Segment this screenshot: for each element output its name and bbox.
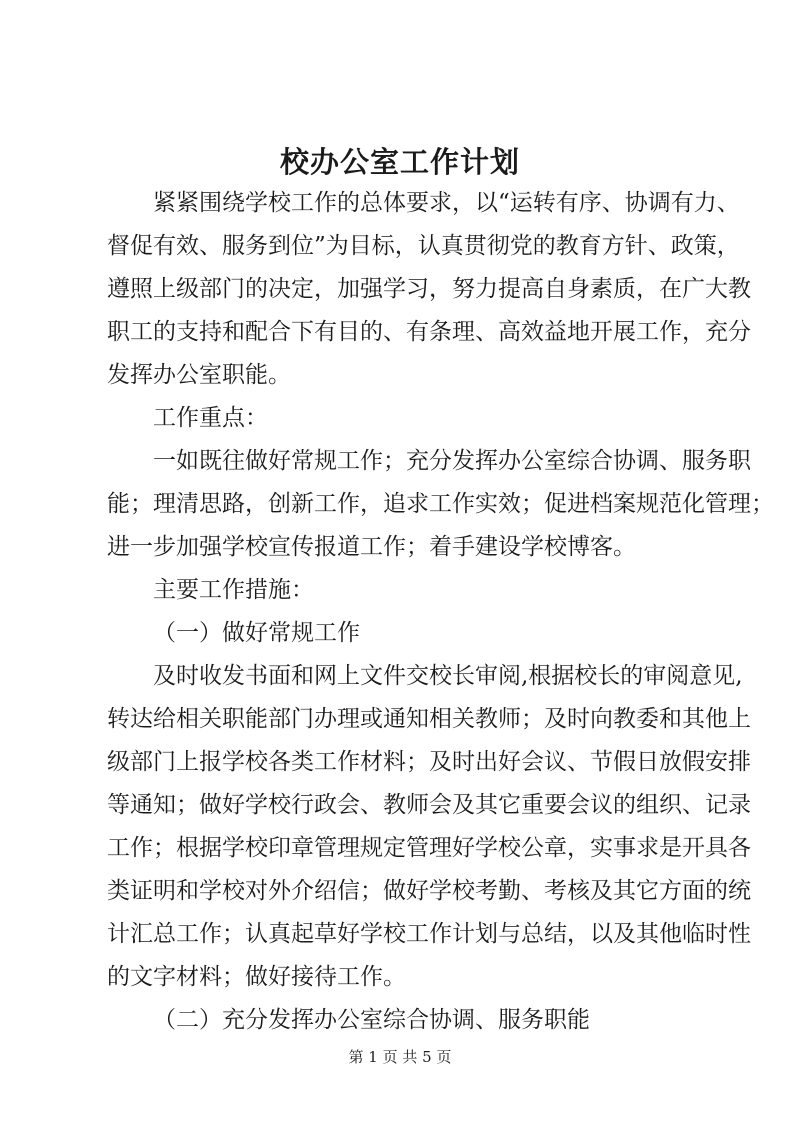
section-heading-2 [107, 999, 719, 1042]
text-line: 计汇总工作；认真起草好学校工作计划与总结，以及其他临时性 [107, 921, 751, 947]
page-footer: 第 1 页 共 5 页 [348, 1048, 452, 1066]
text-line: 转达给相关职能部门办理或通知相关教师；及时向教委和其他上 [107, 706, 751, 732]
text-line: 类证明和学校对外介绍信；做好学校考勤、考核及其它方面的统 [107, 878, 751, 904]
text-line: 能；理清思路，创新工作，追求工作实效；促进档案规范化管理； [107, 491, 774, 517]
section-heading-1 [107, 612, 719, 655]
text-line: 发挥办公室职能。 [107, 362, 291, 388]
text-line: 主要工作措施： [153, 577, 314, 603]
text-line: 及时收发书面和网上文件交校长审阅,根据校长的审阅意见, [153, 663, 743, 689]
paragraph-intro [107, 182, 751, 397]
paragraph-focus [107, 440, 774, 569]
text-line: 进一步加强学校宣传报道工作；着手建设学校博客。 [107, 534, 636, 560]
text-line: 的文字材料；做好接待工作。 [107, 964, 406, 990]
paragraph-measures-heading [107, 569, 719, 612]
text-line: 督促有效、服务到位”为目标，认真贯彻党的教育方针、政策， [107, 233, 740, 259]
document-title: 校办公室工作计划 [279, 145, 520, 179]
text-line: 紧紧围绕学校工作的总体要求，以“运转有序、协调有力、 [153, 190, 740, 216]
paragraph-routine-work [107, 655, 751, 999]
text-line: 一如既往做好常规工作；充分发挥办公室综合协调、服务职 [153, 448, 751, 474]
text-line: 工作；根据学校印章管理规定管理好学校公章，实事求是开具各 [107, 835, 751, 861]
text-line: 职工的支持和配合下有目的、有条理、高效益地开展工作，充分 [107, 319, 751, 345]
text-line: （二）充分发挥办公室综合协调、服务职能 [153, 1007, 590, 1033]
text-line: （一）做好常规工作 [153, 620, 360, 646]
text-line: 等通知；做好学校行政会、教师会及其它重要会议的组织、记录 [107, 792, 751, 818]
document-body [107, 182, 774, 1042]
text-line: 遵照上级部门的决定，加强学习，努力提高自身素质，在广大教 [107, 276, 751, 302]
text-line: 工作重点： [153, 405, 268, 431]
paragraph-focus-heading [107, 397, 719, 440]
text-line: 级部门上报学校各类工作材料；及时出好会议、节假日放假安排 [107, 749, 751, 775]
